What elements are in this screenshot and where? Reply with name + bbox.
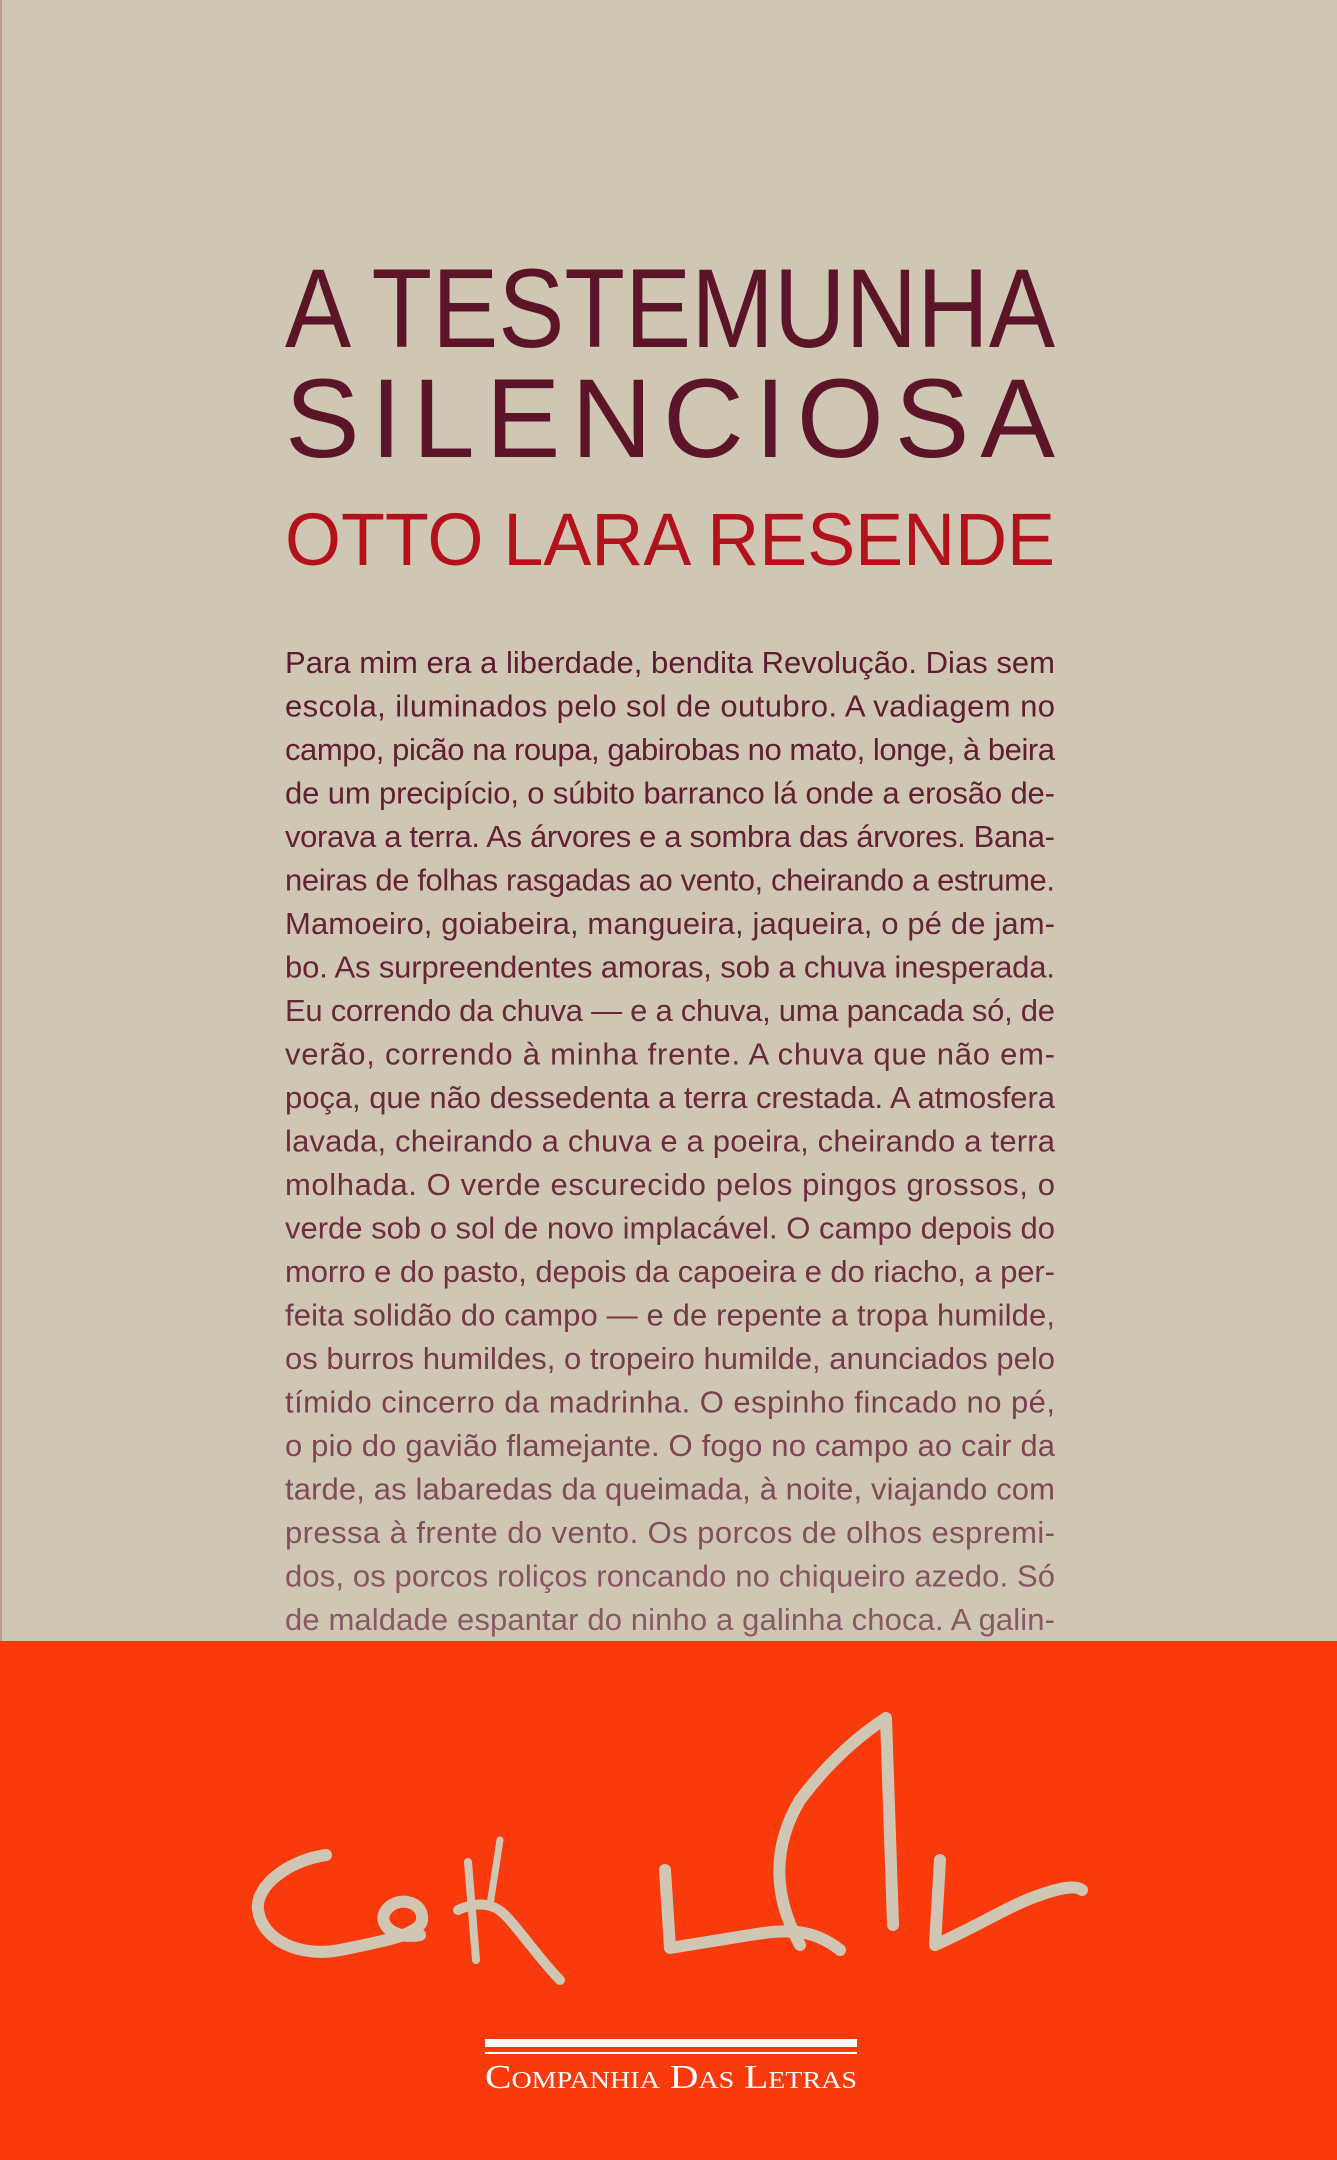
blurb-line: Eu correndo da chuva — e a chuva, uma pancada só, de [285, 993, 1055, 1028]
blurb-line: lavada, cheirando a chuva e a poeira, cheirando a terra [285, 1123, 1055, 1159]
blurb-line: poça, que não dessedenta a terra crestada. A atmosfera [285, 1080, 1055, 1115]
blurb-line: tarde, as labaredas da queimada, à noite, viajando com [285, 1471, 1055, 1507]
blurb-line: campo, picão na roupa, gabirobas no mato, longe, à beira [285, 732, 1055, 767]
blurb-line: feita solidão do campo — e de repente a tropa humilde, [285, 1297, 1055, 1333]
logo-rule-thin [485, 2052, 857, 2054]
blurb-line: escola, iluminados pelo sol de outubro. A vadiagem no [285, 688, 1055, 724]
blurb-line: vorava a terra. As árvores e a sombra das árvores. Bana- [285, 819, 1055, 854]
blurb-line: verão, correndo à minha frente. A chuva que não em- [285, 1036, 1055, 1072]
title-line-1: A TESTEMUNHA [285, 246, 1056, 371]
author-name: OTTO LARA RESENDE [285, 498, 1055, 581]
publisher-name: Companhia Das Letras [485, 2059, 857, 2096]
blurb-text [285, 645, 1056, 1637]
title-block [285, 246, 1055, 581]
blurb-line: de um precipício, o súbito barranco lá onde a erosão de- [285, 775, 1055, 811]
logo-rule-thick [485, 2039, 857, 2047]
title-line-2: SILENCIOSA [285, 356, 1055, 481]
blurb-line: pressa à frente do vento. Os porcos de olhos espremi- [285, 1515, 1055, 1550]
blurb-line: Para mim era a liberdade, bendita Revolução. Dias sem [285, 645, 1055, 680]
blurb-line: neiras de folhas rasgadas ao vento, cheirando a estrume. [285, 862, 1055, 898]
blurb-line: verde sob o sol de novo implacável. O campo depois do [285, 1210, 1055, 1246]
blurb-line: dos, os porcos roliços roncando no chiqueiro azedo. Só [285, 1558, 1055, 1594]
blurb-line: tímido cincerro da madrinha. O espinho fincado no pé, [285, 1384, 1055, 1420]
blurb-line: de maldade espantar do ninho a galinha choca. A galin- [285, 1602, 1055, 1637]
blurb-line: o pio do gavião flamejante. O fogo no campo ao cair da [285, 1428, 1055, 1463]
blurb-line: Mamoeiro, goiabeira, mangueira, jaqueira, o pé de jam- [285, 906, 1055, 941]
blurb-line: os burros humildes, o tropeiro humilde, anunciados pelo [285, 1341, 1055, 1376]
blurb-line: bo. As surpreendentes amoras, sob a chuva inesperada. [285, 949, 1055, 985]
blurb-line: molhada. O verde escurecido pelos pingos grossos, o [285, 1167, 1055, 1202]
blurb-line: morro e do pasto, depois da capoeira e do riacho, a per- [285, 1254, 1055, 1289]
